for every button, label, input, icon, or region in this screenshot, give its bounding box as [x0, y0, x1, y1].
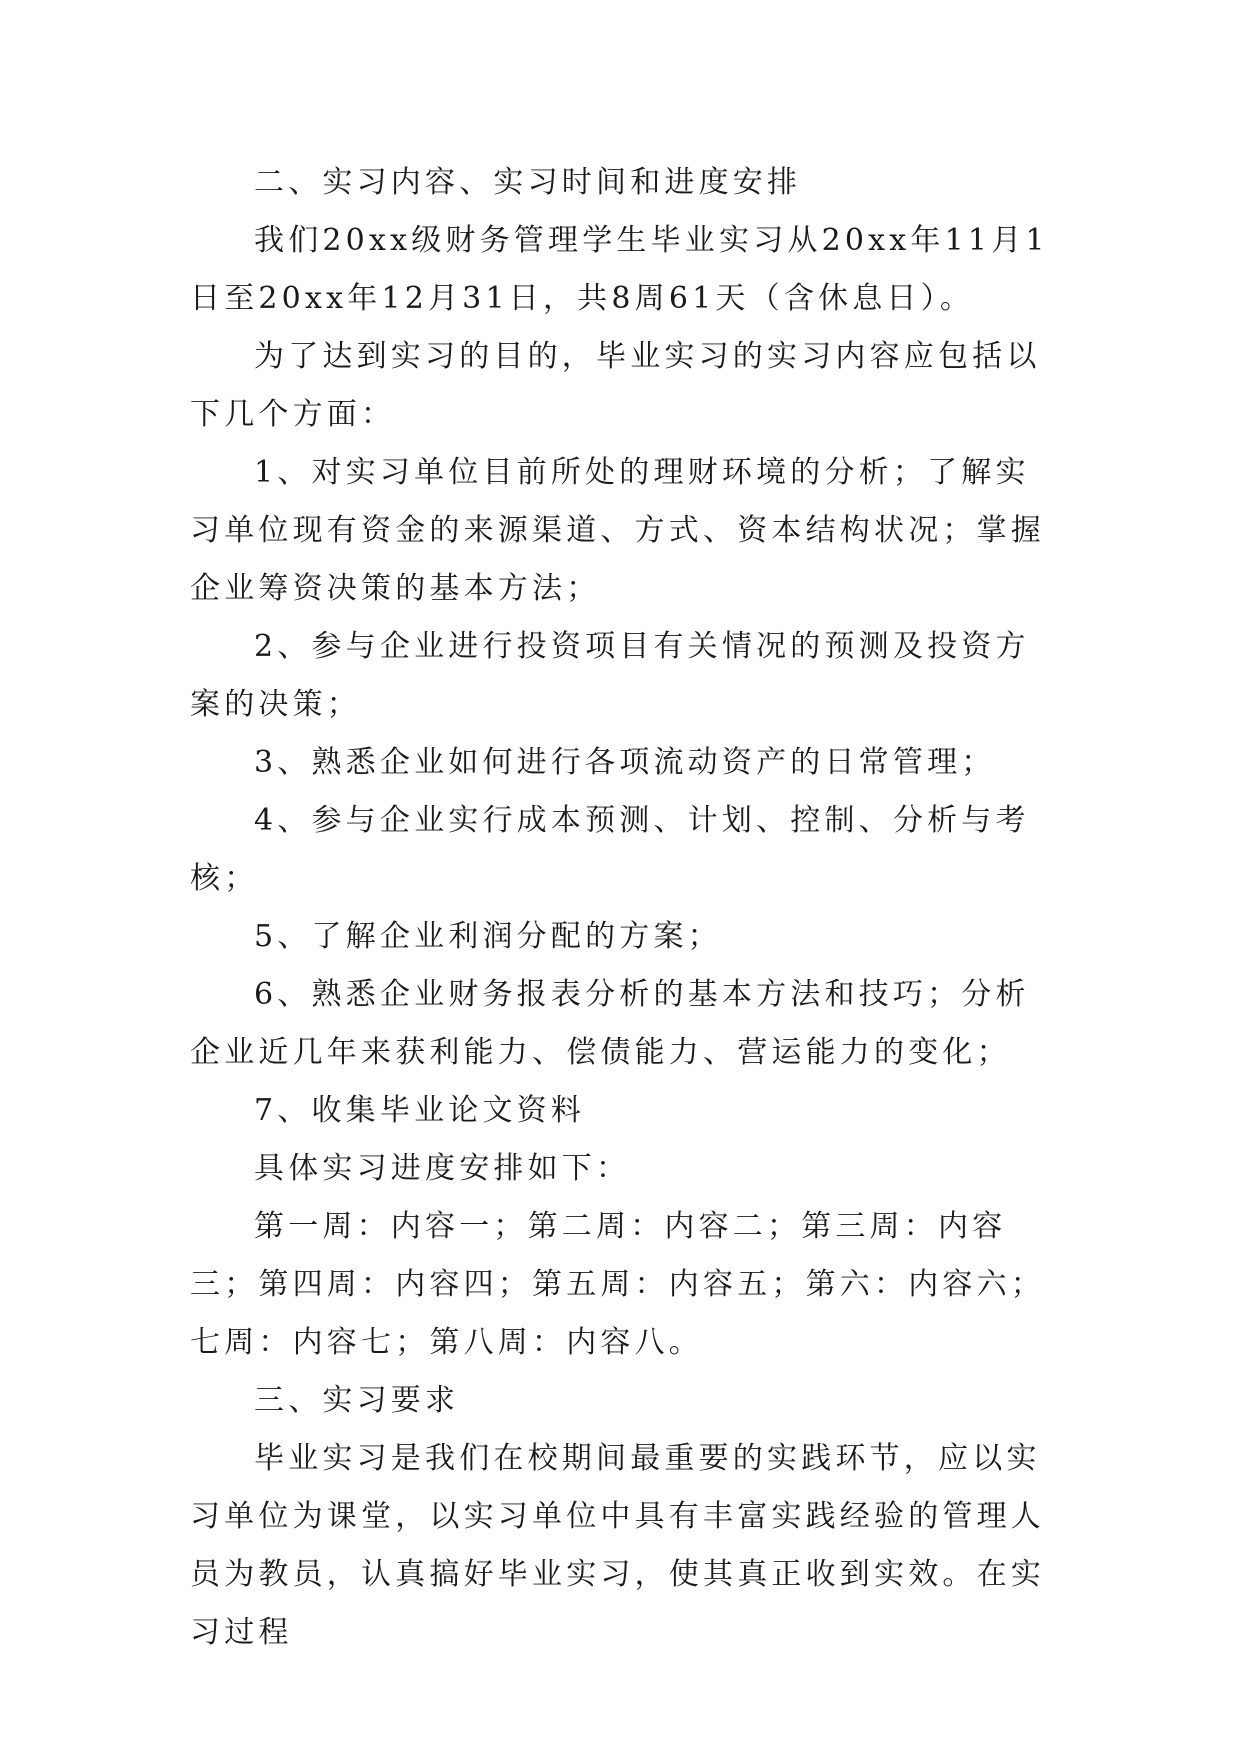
list-item-6: 6、熟悉企业财务报表分析的基本方法和技巧；分析企业近几年来获利能力、偿债能力、营运能力的变化； — [190, 977, 1030, 1070]
paragraph-internship-period: 我们20xx级财务管理学生毕业实习从20xx年11月1日至20xx年12月31日，共8周61天（含休息日）。 — [190, 223, 1049, 316]
section-heading-requirements: 三、实习要求 — [254, 1383, 460, 1418]
list-item-3: 3、熟悉企业如何进行各项流动资产的日常管理； — [254, 745, 996, 780]
list-item-7: 7、收集毕业论文资料 — [254, 1093, 586, 1128]
paragraph-weekly-schedule: 第一周：内容一；第二周：内容二；第三周：内容三；第四周：内容四；第五周：内容五；第六：内容六；七周：内容七；第八周：内容八。 — [190, 1209, 1045, 1360]
list-item-5: 5、了解企业利润分配的方案； — [254, 919, 722, 954]
list-item-4: 4、参与企业实行成本预测、计划、控制、分析与考核； — [190, 803, 1030, 896]
paragraph-schedule-intro: 具体实习进度安排如下： — [254, 1151, 631, 1186]
list-item-1: 1、对实习单位目前所处的理财环境的分析；了解实习单位现有资金的来源渠道、方式、资本结构状况；掌握企业筹资决策的基本方法； — [190, 455, 1045, 606]
paragraph-content-intro: 为了达到实习的目的，毕业实习的实习内容应包括以下几个方面： — [190, 339, 1041, 432]
list-item-2: 2、参与企业进行投资项目有关情况的预测及投资方案的决策； — [190, 629, 1030, 722]
document-body — [190, 154, 1060, 1662]
paragraph-requirements: 毕业实习是我们在校期间最重要的实践环节，应以实习单位为课堂，以实习单位中具有丰富实践经验的管理人员为教员，认真搞好毕业实习，使其真正收到实效。在实习过程 — [190, 1441, 1045, 1650]
section-heading-content-schedule: 二、实习内容、实习时间和进度安排 — [254, 165, 802, 200]
